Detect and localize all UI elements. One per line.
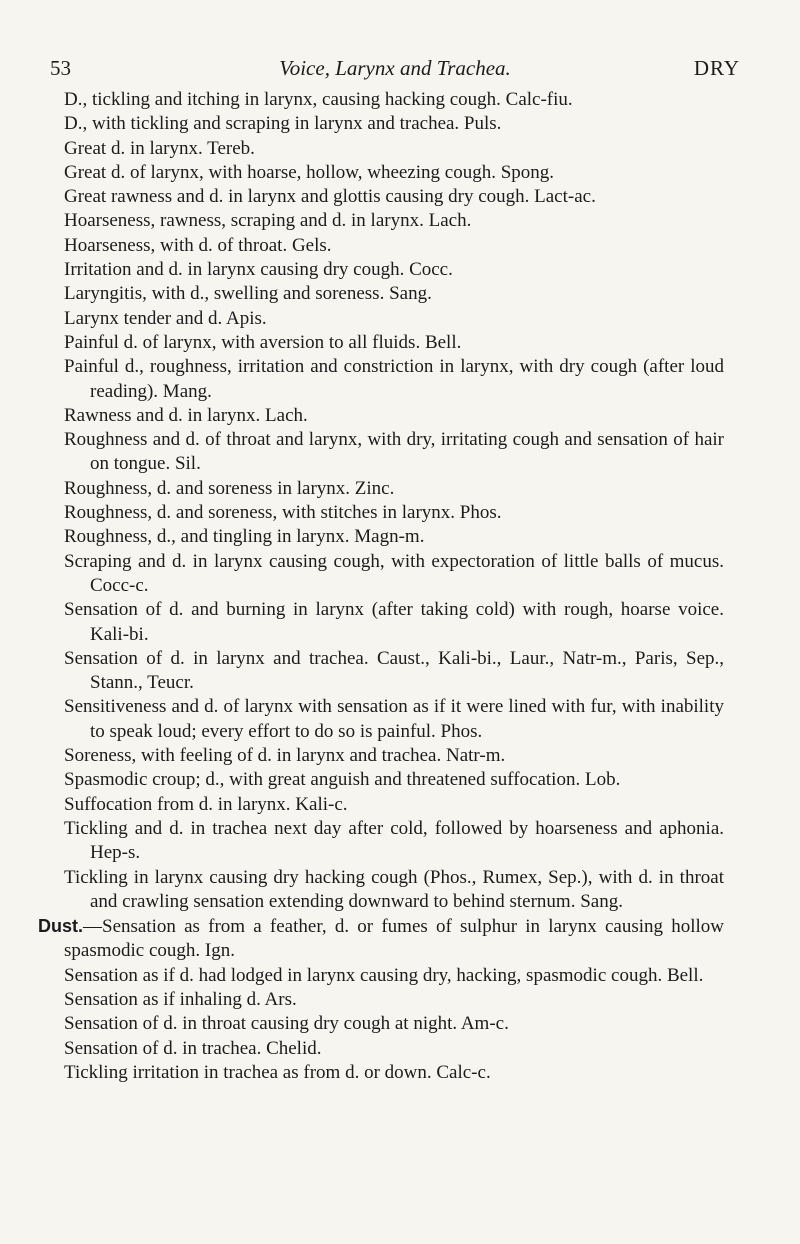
entry: Roughness, d., and tingling in larynx. Magn-m.: [64, 526, 425, 548]
entry: Roughness and d. of throat and larynx, with dry, irritating cough and sensation of hair on tongue. Sil.: [64, 429, 724, 475]
entry: Sensation as if inhaling d. Ars.: [64, 988, 297, 1010]
entry: Sensitiveness and d. of larynx with sensation as if it were lined with fur, with inability to speak loud; every effort to do so is painful. Phos.: [64, 696, 724, 742]
entry: Tickling and d. in trachea next day after cold, followed by hoarseness and aphonia. Hep-s.: [64, 817, 724, 864]
entry: Sensation of d. in trachea. Chelid.: [64, 1037, 322, 1059]
entry: Great d. in larynx. Tereb.: [64, 137, 255, 159]
page-body: [38, 88, 724, 1085]
page-header: [50, 56, 740, 86]
entry: Hoarseness, rawness, scraping and d. in larynx. Lach.: [64, 210, 472, 232]
entry: Laryngitis, with d., swelling and soreness. Sang.: [64, 283, 432, 305]
entry: D., tickling and itching in larynx, causing hacking cough. Calc-fiu.: [64, 89, 573, 110]
entry: Sensation of d. in throat causing dry cough at night. Am-c.: [64, 1013, 509, 1035]
entry: Painful d. of larynx, with aversion to all fluids. Bell.: [64, 331, 462, 353]
entry: Spasmodic croup; d., with great anguish and threatened suffocation. Lob.: [64, 769, 621, 791]
entry: Irritation and d. in larynx causing dry cough. Cocc.: [64, 259, 453, 281]
entry: Scraping and d. in larynx causing cough, with expectoration of little balls of mucus. Cocc-c.: [64, 550, 724, 596]
entry: Sensation of d. and burning in larynx (after taking cold) with rough, hoarse voice. Kali-bi.: [64, 599, 724, 645]
entry: Rawness and d. in larynx. Lach.: [64, 404, 308, 426]
entry: Tickling irritation in trachea as from d. or down. Calc-c.: [64, 1061, 491, 1083]
entry: Suffocation from d. in larynx. Kali-c.: [64, 793, 348, 815]
entry: Great rawness and d. in larynx and glottis causing dry cough. Lact-ac.: [64, 186, 596, 208]
entry: Soreness, with feeling of d. in larynx and trachea. Natr-m.: [64, 745, 506, 767]
entry: Roughness, d. and soreness in larynx. Zinc.: [64, 477, 395, 499]
entry: Tickling in larynx causing dry hacking cough (Phos., Rumex, Sep.), with d. in throat and crawling sensation extending downward to behind sternum. Sang.: [64, 866, 724, 912]
entry: Larynx tender and d. Apis.: [64, 307, 267, 329]
dust-main-text: —Sensation as from a feather, d. or fumes of sulphur in larynx causing hollow spasmodic cough. Ign.: [64, 916, 724, 962]
entry: Roughness, d. and soreness, with stitches in larynx. Phos.: [64, 502, 502, 524]
running-title: Voice, Larynx and Trachea.: [279, 56, 511, 80]
entry: D., with tickling and scraping in larynx and trachea. Puls.: [64, 113, 502, 135]
entry: Hoarseness, with d. of throat. Gels.: [64, 234, 332, 256]
page-number: 53: [50, 56, 71, 80]
entry: Great d. of larynx, with hoarse, hollow, wheezing cough. Spong.: [64, 161, 555, 183]
entry: Sensation of d. in larynx and trachea. Caust., Kali-bi., Laur., Natr-m., Paris, Sep., Stann., Teucr.: [64, 647, 724, 694]
entry: Painful d., roughness, irritation and constriction in larynx, with dry cough (after loud reading). Mang.: [64, 356, 724, 402]
dust-rubric: Dust.: [38, 916, 83, 937]
entry: Sensation as if d. had lodged in larynx causing dry, hacking, spasmodic cough. Bell.: [64, 964, 704, 986]
dust-main-entry: [38, 914, 724, 964]
section-label: DRY: [693, 56, 740, 80]
